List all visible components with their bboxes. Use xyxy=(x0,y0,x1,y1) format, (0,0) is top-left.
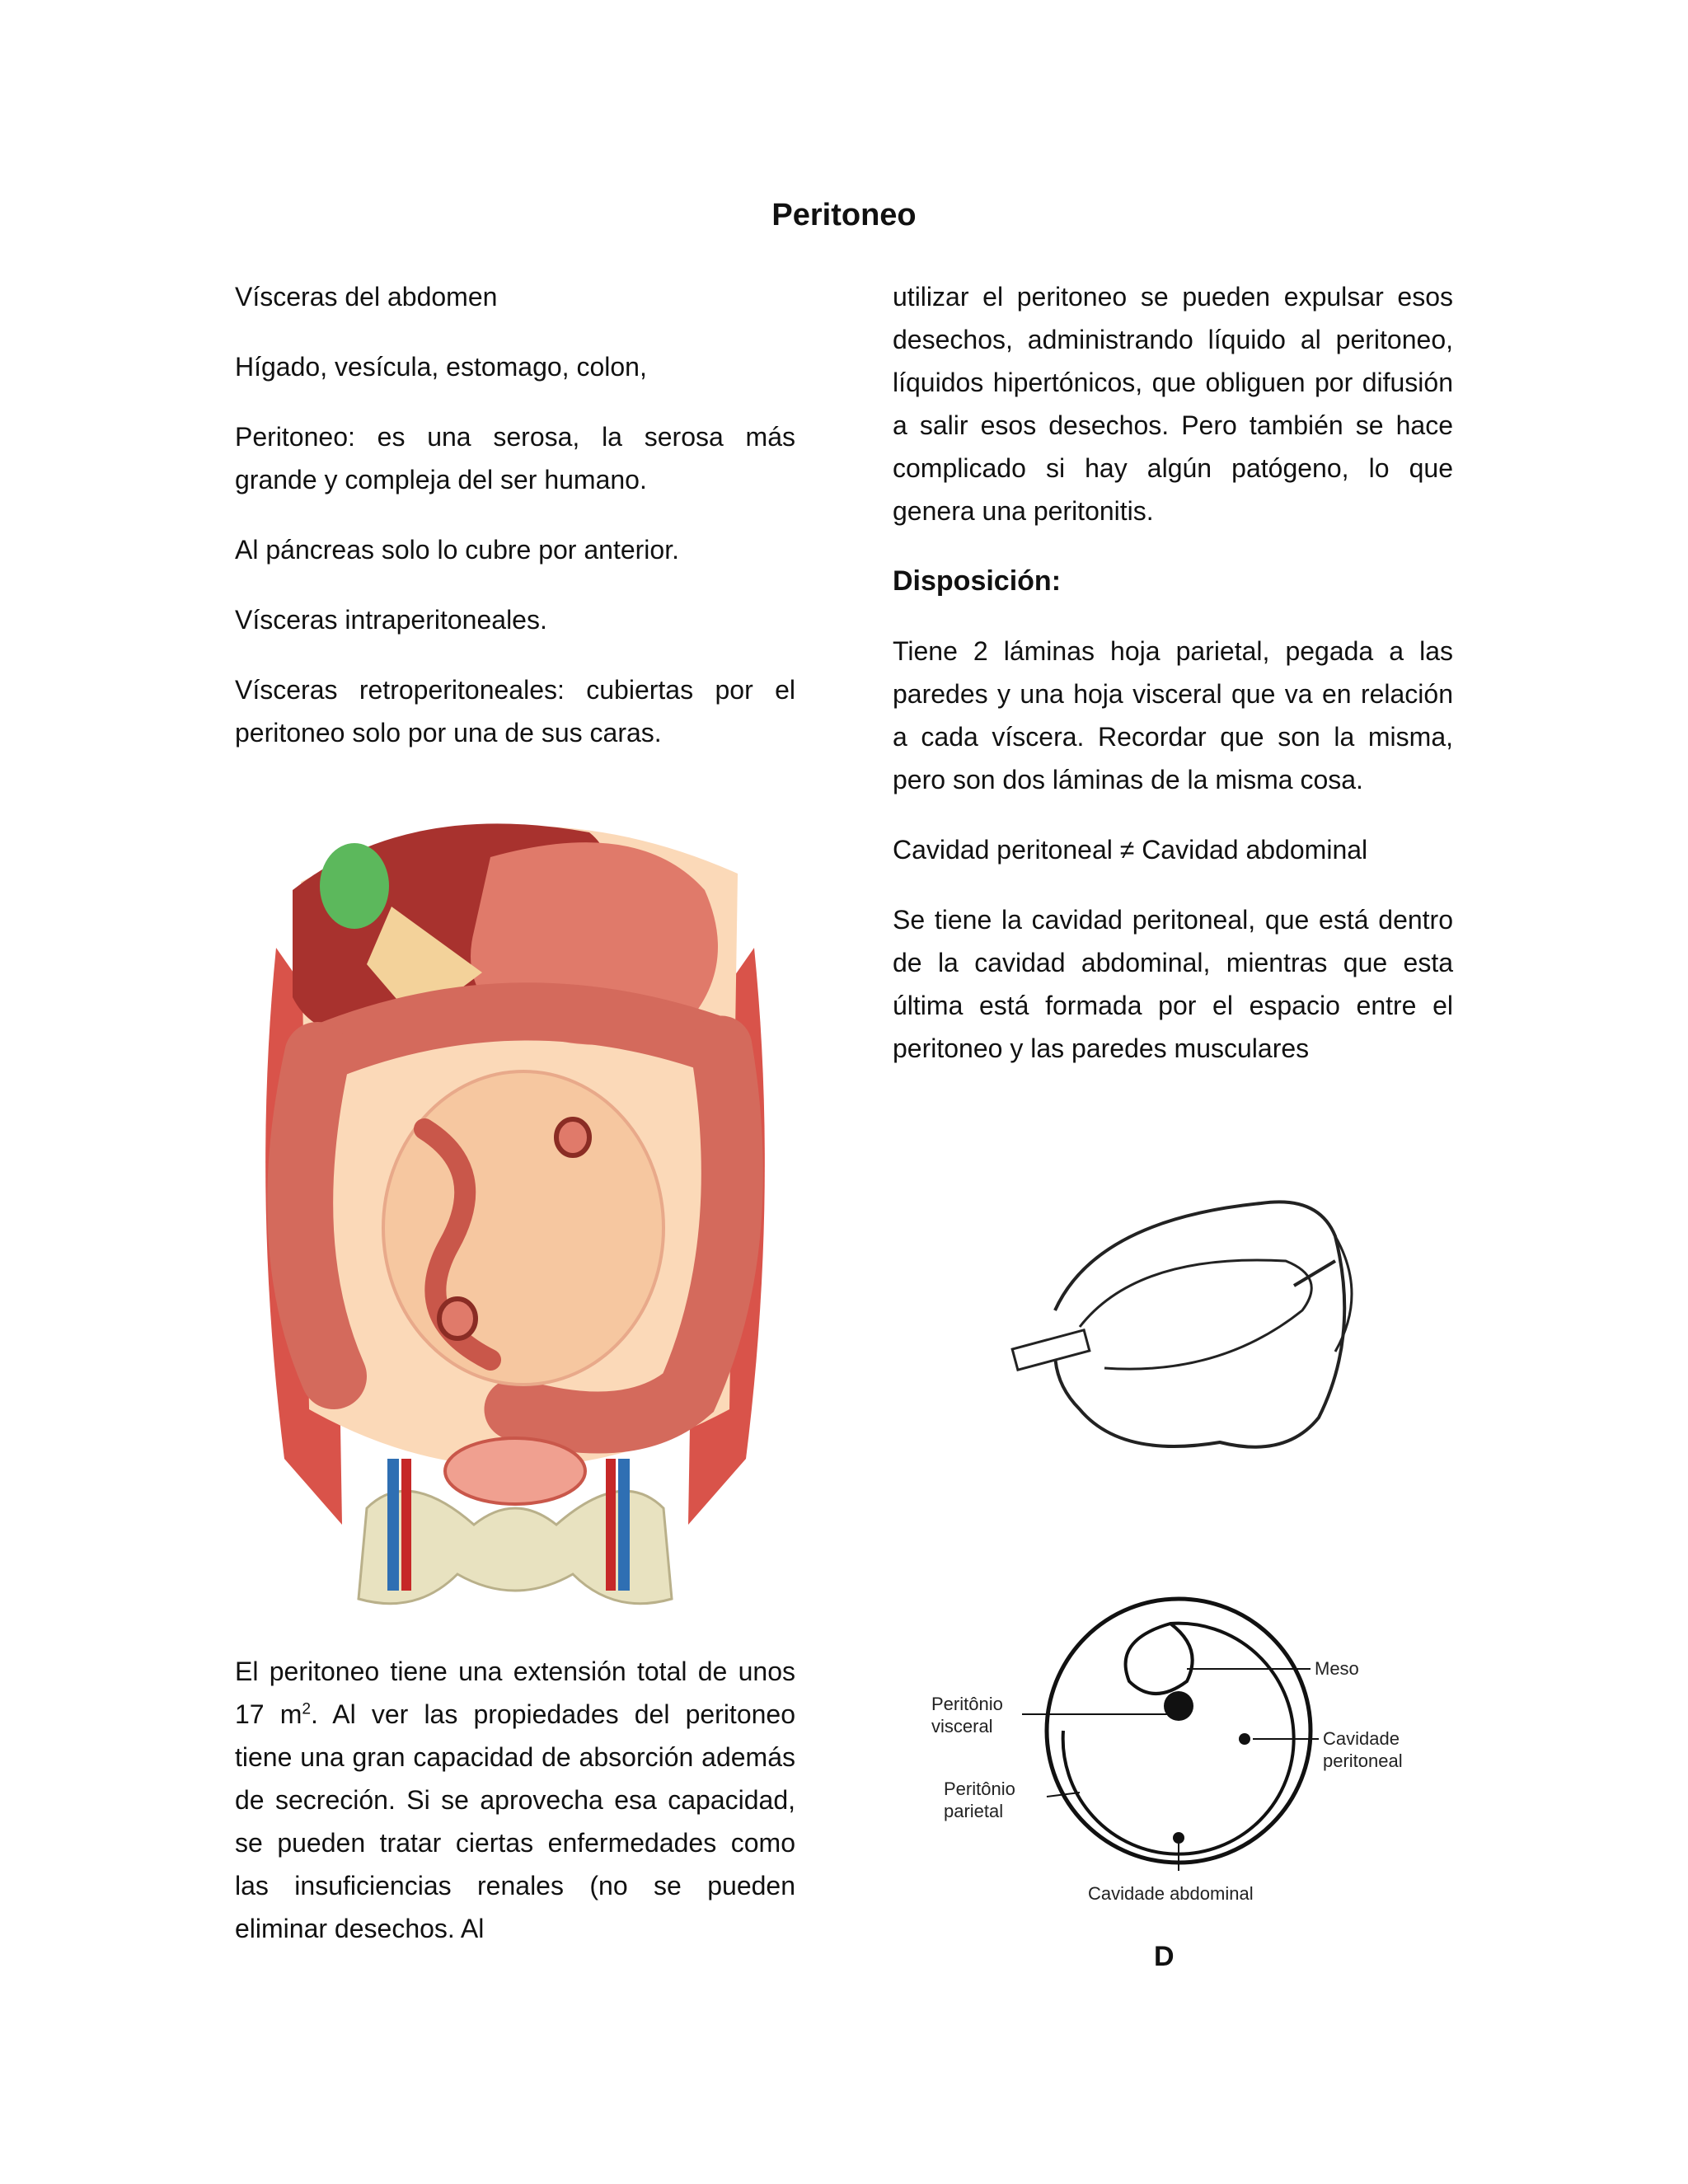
paragraph: Tiene 2 láminas hoja parietal, pegada a las paredes y una hoja visceral que va en relación a cada víscera. Recordar que son la misma, pero son dos láminas de la misma cosa. xyxy=(893,636,1453,794)
paragraph: Al páncreas solo lo cubre por anterior. xyxy=(235,535,679,565)
abdominal-dot xyxy=(1173,1832,1184,1844)
vein xyxy=(618,1459,630,1591)
abdominal-viscera-illustration xyxy=(243,783,787,1624)
peritoneum-cavity-diagram xyxy=(923,1591,1459,1986)
artery xyxy=(401,1459,411,1591)
superscript: 2 xyxy=(302,1700,312,1718)
label-meso: Meso xyxy=(1315,1658,1359,1679)
organ-dot xyxy=(1164,1691,1193,1721)
gallbladder xyxy=(320,843,389,929)
paragraph-extension xyxy=(235,1650,795,1950)
paragraph: Se tiene la cavidad peritoneal, que está dentro de la cavidad abdominal, mientras que esta última está formada por el espacio entre el peritoneo y las paredes musculares xyxy=(893,905,1453,1063)
jejunum-cut xyxy=(439,1299,476,1338)
needle xyxy=(1294,1261,1335,1286)
section-heading: Disposición: xyxy=(893,565,1062,597)
parietal-circle xyxy=(1047,1599,1311,1863)
label-parietal: parietal xyxy=(944,1801,1004,1821)
left-column-bottom xyxy=(235,1650,795,1977)
duodenum-cut xyxy=(556,1119,589,1155)
text-segment: . Al ver las propiedades del peritoneo tiene una gran capacidad de absorción además de secreción. Si se aprovecha esa capacidad, se pueden tratar ciertas enfermedades como las insuficiencias renales (no se pueden eliminar desechos. Al xyxy=(235,1699,796,1943)
text-segment: El peritoneo tiene una extensión total de unos 17 m xyxy=(235,1657,795,1729)
figure-letter: D xyxy=(1154,1941,1175,1972)
paragraph: Peritoneo: es una serosa, la serosa más grande y compleja del ser humano. xyxy=(235,422,795,494)
bladder xyxy=(445,1438,585,1504)
paragraph: Vísceras intraperitoneales. xyxy=(235,605,547,635)
peritoneal-bag-sketch xyxy=(973,1187,1376,1483)
bag-outline xyxy=(1055,1202,1344,1446)
paragraph: utilizar el peritoneo se pueden expulsar esos desechos, administrando líquido al peritoneo, líquidos hipertónicos, que obliguen por difusión a salir esos desechos. Pero también se hace complicado si hay algún patógeno, lo que genera una peritonitis. xyxy=(893,282,1453,526)
ascending-colon xyxy=(300,1055,334,1376)
cavity-dot xyxy=(1239,1733,1250,1745)
label-cavidade-abdominal: Cavidade abdominal xyxy=(1088,1883,1254,1904)
mesentery xyxy=(383,1071,663,1385)
paragraph: Cavidad peritoneal ≠ Cavidad abdominal xyxy=(893,835,1368,865)
right-column xyxy=(893,275,1453,1097)
label-visceral: visceral xyxy=(931,1716,993,1736)
page-title: Peritoneo xyxy=(771,198,917,232)
inner-layer xyxy=(1080,1260,1311,1369)
label-parietal: Peritônio xyxy=(944,1779,1015,1799)
label-cavidade-peritoneal: Cavidade xyxy=(1323,1728,1400,1749)
paragraph: Vísceras del abdomen xyxy=(235,282,498,312)
vein xyxy=(387,1459,399,1591)
label-cavidade-peritoneal: peritoneal xyxy=(1323,1750,1403,1771)
artery xyxy=(606,1459,616,1591)
label-visceral: Peritônio xyxy=(931,1694,1003,1714)
tube xyxy=(1012,1330,1090,1370)
paragraph: Vísceras retroperitoneales: cubiertas por el peritoneo solo por una de sus caras. xyxy=(235,675,795,748)
paragraph: Hígado, vesícula, estomago, colon, xyxy=(235,352,647,382)
left-column xyxy=(235,275,795,781)
